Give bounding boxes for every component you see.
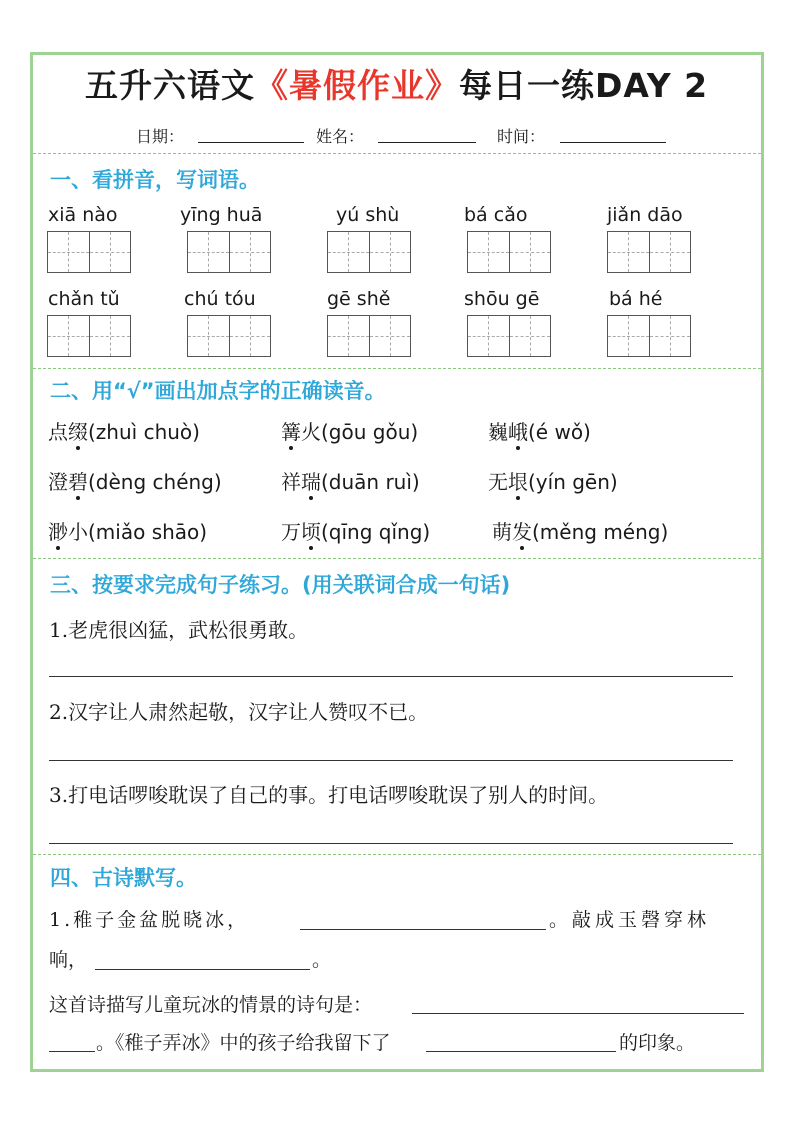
date-field[interactable] <box>198 124 304 143</box>
divider <box>33 153 761 154</box>
time-label: 时间： <box>497 127 546 146</box>
writing-grid[interactable] <box>607 231 691 273</box>
title-part1: 五升六语文 <box>84 66 255 105</box>
poem-line-1b: 。敲成玉磬穿林 <box>549 909 711 931</box>
pronunciation-item[interactable]: 渺小(miǎo shāo) <box>48 516 207 545</box>
name-label: 姓名： <box>316 127 365 146</box>
writing-grid[interactable] <box>47 231 131 273</box>
poem-blank-1[interactable] <box>300 928 546 930</box>
poem-question: 这首诗描写儿童玩冰的情景的诗句是： <box>49 994 373 1016</box>
divider <box>33 558 761 559</box>
section1-heading: 一、看拼音，写词语。 <box>50 168 260 192</box>
writing-grid[interactable] <box>327 231 411 273</box>
writing-grid[interactable] <box>47 315 131 357</box>
pinyin: shōu gē <box>464 288 540 310</box>
answer-line[interactable] <box>49 842 733 844</box>
poem-blank-2[interactable] <box>95 968 310 970</box>
poem-line-1a: 1.稚子金盆脱晓冰， <box>49 909 250 931</box>
pronunciation-item[interactable]: 祥瑞(duān ruì) <box>281 466 420 495</box>
poem-line-4b: 的印象。 <box>619 1032 696 1054</box>
writing-grid[interactable] <box>187 231 271 273</box>
question-1: 1.老虎很凶猛，武松很勇敢。 <box>49 618 309 642</box>
pinyin: bá hé <box>609 288 663 310</box>
writing-grid[interactable] <box>327 315 411 357</box>
poem-line-4a: 。《稚子弄冰》中的孩子给我留下了 <box>96 1032 391 1054</box>
pinyin: chú tóu <box>184 288 256 310</box>
pinyin: gē shě <box>327 288 391 310</box>
time-field[interactable] <box>560 124 666 143</box>
writing-grid[interactable] <box>187 315 271 357</box>
poem-blank-3[interactable] <box>412 1012 744 1014</box>
question-3: 3.打电话啰唆耽误了自己的事。打电话啰唆耽误了别人的时间。 <box>49 783 609 807</box>
poem-blank-4[interactable] <box>49 1050 95 1052</box>
title-part2: 《暑假作业》 <box>254 66 459 105</box>
divider <box>33 854 761 855</box>
poem-blank-5[interactable] <box>426 1050 616 1052</box>
pronunciation-item[interactable]: 萌发(měng méng) <box>492 516 668 545</box>
pinyin: yú shù <box>336 204 400 226</box>
poem-line-2b: 。 <box>312 949 332 971</box>
pinyin: chǎn tǔ <box>48 288 120 310</box>
page-title <box>0 60 793 107</box>
poem-line-2a: 响， <box>49 949 88 971</box>
question-2: 2.汉字让人肃然起敬，汉字让人赞叹不已。 <box>49 700 429 724</box>
pronunciation-item[interactable]: 点缀(zhuì chuò) <box>48 416 200 445</box>
pinyin: xiā nào <box>48 204 118 226</box>
pronunciation-item[interactable]: 澄碧(dèng chéng) <box>48 466 222 495</box>
section4-heading: 四、古诗默写。 <box>50 866 197 890</box>
divider <box>33 368 761 369</box>
writing-grid[interactable] <box>467 231 551 273</box>
date-label: 日期： <box>136 127 185 146</box>
pinyin: yīng huā <box>180 204 263 226</box>
pronunciation-item[interactable]: 万顷(qīng qǐng) <box>281 516 430 545</box>
answer-line[interactable] <box>49 675 733 677</box>
title-part3: 每日一练DAY 2 <box>458 66 709 105</box>
pronunciation-item[interactable]: 无垠(yín gēn) <box>488 466 618 495</box>
writing-grid[interactable] <box>607 315 691 357</box>
answer-line[interactable] <box>49 759 733 761</box>
section2-heading: 二、用“√”画出加点字的正确读音。 <box>50 379 386 403</box>
section3-heading: 三、按要求完成句子练习。(用关联词合成一句话) <box>50 573 511 597</box>
pinyin: bá cǎo <box>464 204 528 226</box>
pinyin: jiǎn dāo <box>607 204 683 226</box>
pronunciation-item[interactable]: 巍峨(é wǒ) <box>488 416 591 445</box>
pronunciation-item[interactable]: 篝火(gōu gǒu) <box>281 416 418 445</box>
writing-grid[interactable] <box>467 315 551 357</box>
name-field[interactable] <box>378 124 476 143</box>
